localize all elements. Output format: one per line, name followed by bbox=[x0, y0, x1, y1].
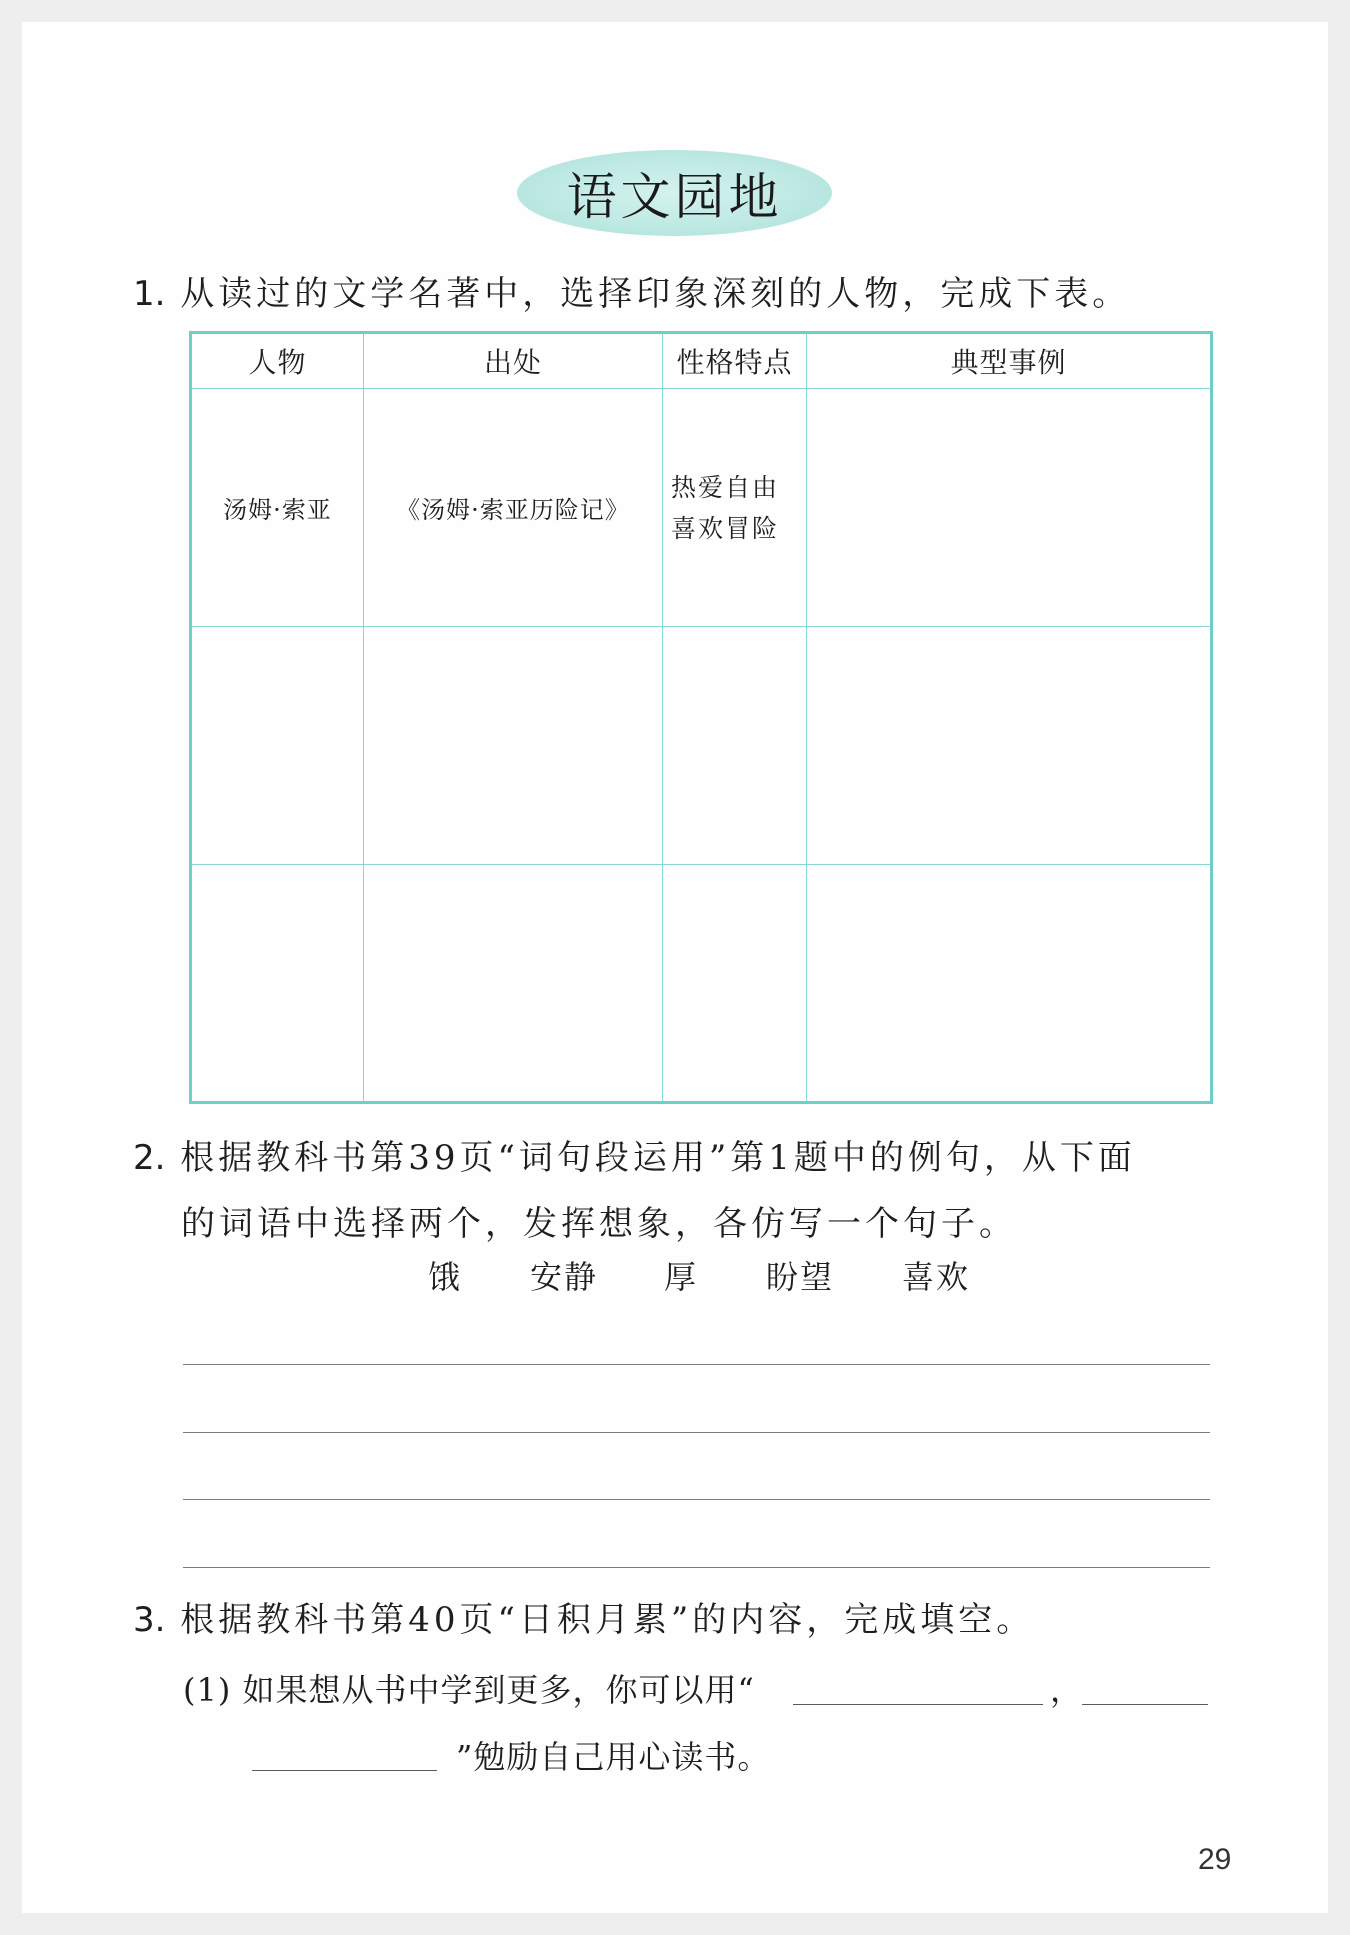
word-option: 厚 bbox=[664, 1258, 699, 1296]
question-2-line-1: 根据教科书第39页“词句段运用”第1题中的例句，从下面 bbox=[180, 1138, 1136, 1178]
question-2-line-2: 的词语中选择两个，发挥想象，各仿写一个句子。 bbox=[181, 1204, 1017, 1244]
cell-character[interactable] bbox=[191, 865, 364, 1103]
question-1-number: 1. bbox=[133, 274, 166, 314]
question-1 bbox=[133, 266, 1130, 315]
writing-line[interactable] bbox=[183, 1364, 1210, 1365]
cell-character: 汤姆·索亚 bbox=[191, 389, 364, 627]
cell-traits[interactable] bbox=[663, 627, 807, 865]
cell-examples[interactable] bbox=[807, 865, 1212, 1103]
header-character: 人物 bbox=[191, 333, 364, 389]
cell-examples[interactable] bbox=[807, 389, 1212, 627]
cell-source[interactable] bbox=[364, 865, 663, 1103]
sub-question-1-comma: ， bbox=[1050, 1671, 1084, 1709]
writing-line[interactable] bbox=[183, 1567, 1210, 1568]
cell-traits: 热爱自由 喜欢冒险 bbox=[663, 389, 807, 627]
table-header-row bbox=[191, 333, 1212, 389]
question-2 bbox=[133, 1130, 1136, 1179]
question-1-text: 从读过的文学名著中，选择印象深刻的人物，完成下表。 bbox=[180, 274, 1131, 314]
header-examples: 典型事例 bbox=[807, 333, 1212, 389]
word-option: 喜欢 bbox=[902, 1258, 971, 1296]
character-table bbox=[189, 331, 1213, 1104]
question-2-number: 2. bbox=[133, 1138, 166, 1178]
table-row bbox=[191, 865, 1212, 1103]
cell-source[interactable] bbox=[364, 627, 663, 865]
cell-examples[interactable] bbox=[807, 627, 1212, 865]
word-option: 安静 bbox=[530, 1258, 599, 1296]
sub-question-1-part-1: (1) 如果想从书中学到更多，你可以用“ bbox=[183, 1671, 755, 1709]
header-source: 出处 bbox=[364, 333, 663, 389]
cell-character[interactable] bbox=[191, 627, 364, 865]
fill-blank[interactable] bbox=[252, 1770, 437, 1771]
cell-source: 《汤姆·索亚历险记》 bbox=[364, 389, 663, 627]
fill-blank[interactable] bbox=[793, 1704, 1043, 1705]
question-3-text: 根据教科书第40页“日积月累”的内容，完成填空。 bbox=[180, 1600, 1035, 1640]
word-option: 盼望 bbox=[766, 1258, 835, 1296]
writing-line[interactable] bbox=[183, 1432, 1210, 1433]
word-option: 饿 bbox=[428, 1258, 463, 1296]
question-3-number: 3. bbox=[133, 1600, 166, 1640]
sub-question-1-part-2: ”勉励自己用心读书。 bbox=[456, 1738, 771, 1776]
page-number: 29 bbox=[1198, 1843, 1232, 1876]
section-title: 语文园地 bbox=[566, 168, 783, 226]
table-row bbox=[191, 627, 1212, 865]
writing-line[interactable] bbox=[183, 1499, 1210, 1500]
table-row bbox=[191, 389, 1212, 627]
cell-traits[interactable] bbox=[663, 865, 807, 1103]
header-traits: 性格特点 bbox=[663, 333, 807, 389]
question-3 bbox=[133, 1592, 1034, 1641]
fill-blank[interactable] bbox=[1082, 1704, 1208, 1705]
